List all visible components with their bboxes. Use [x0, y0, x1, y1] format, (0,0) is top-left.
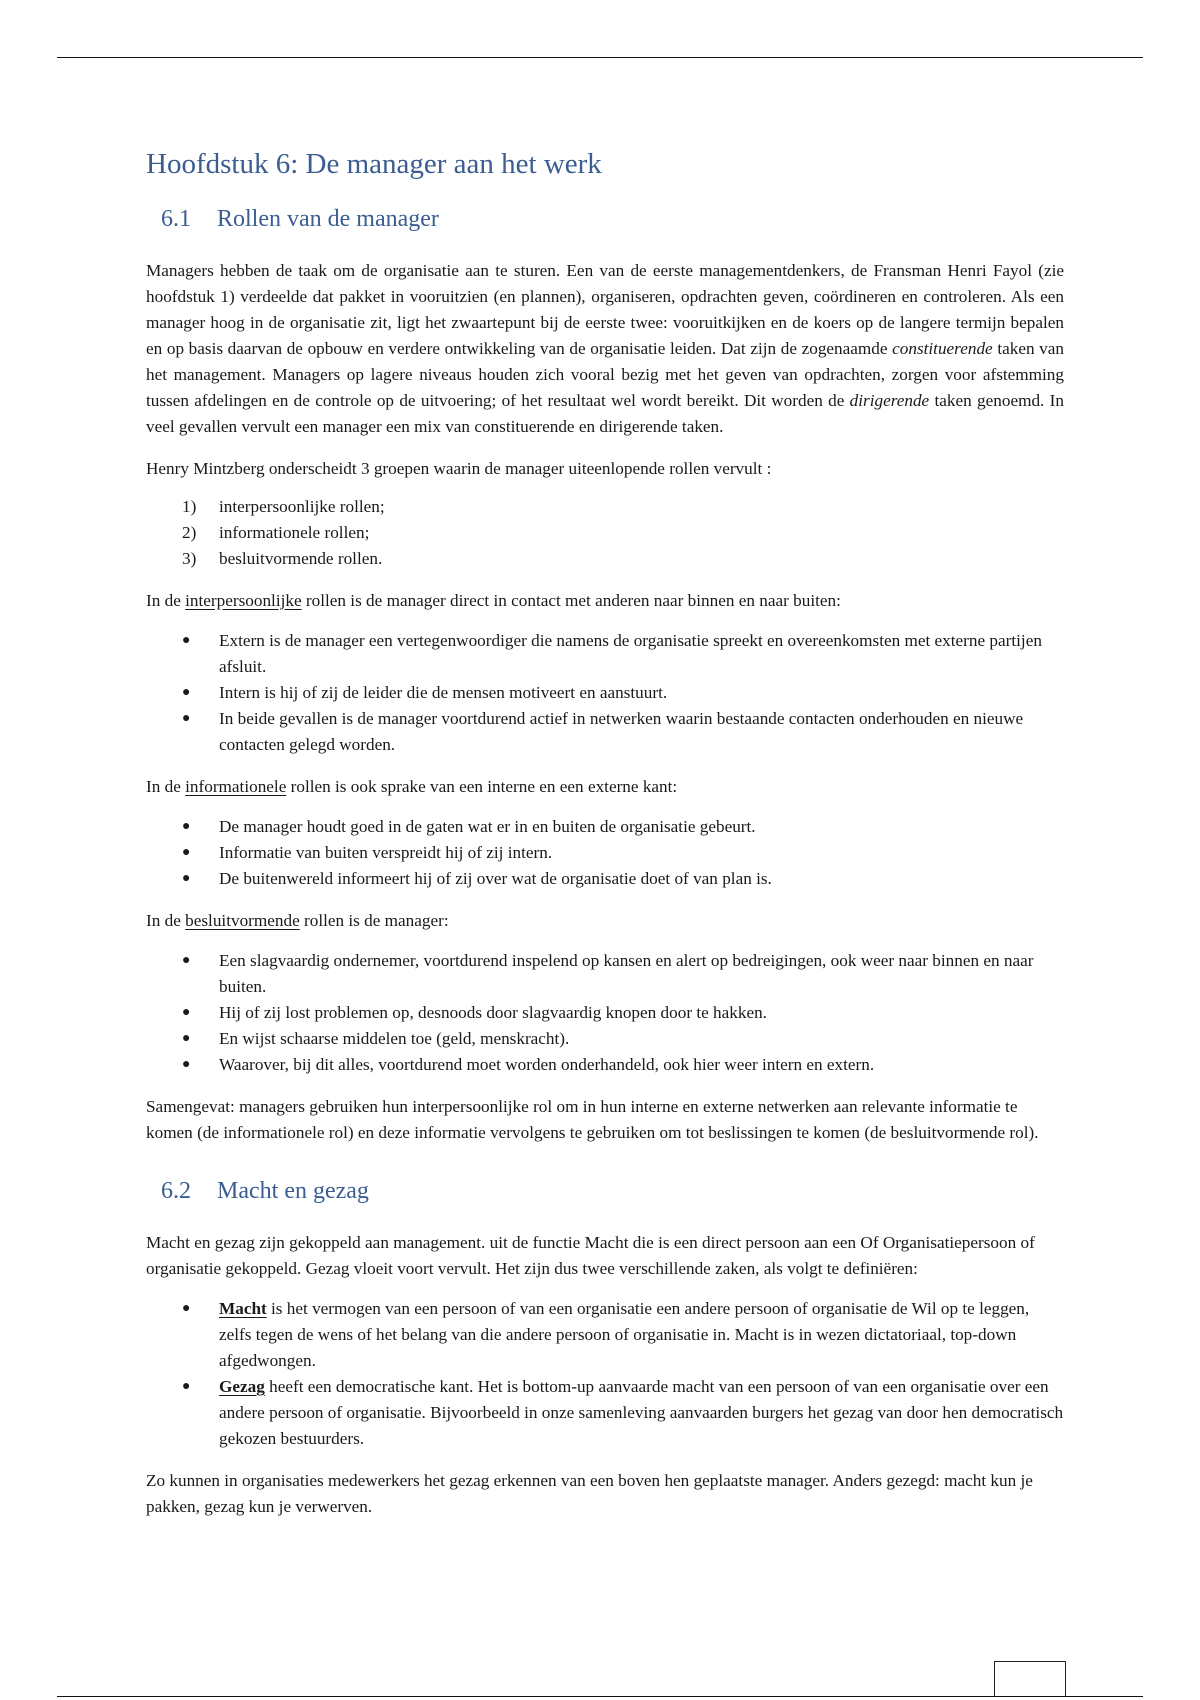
intro-text-3: taken genoemd. In veel gevallen vervult een manager een mix van constituerende en dirigerende taken.	[146, 391, 1064, 436]
list-item-text: In beide gevallen is de manager voortdurend actief in netwerken waarin bestaande contacten onderhouden en nieuwe contacten gelegd worden.	[219, 709, 1024, 754]
list-item	[182, 866, 1064, 892]
intro-paragraph	[146, 258, 1064, 440]
list-marker: 1)	[182, 497, 197, 516]
bullet-icon: ●	[182, 953, 191, 968]
list-item-text: Een slagvaardig ondernemer, voortdurend inspelend op kansen en alert op bedreigingen, ook weer naar binnen en naar buiten.	[219, 951, 1034, 996]
list-marker: 3)	[182, 549, 197, 568]
interpersonal-paragraph	[146, 588, 1064, 614]
underlined-term: interpersoonlijke	[185, 591, 302, 610]
chapter-title: Hoofdstuk 6: De manager aan het werk	[146, 148, 602, 180]
bullet-icon: ●	[182, 819, 191, 834]
intro-text-1: Managers hebben de taak om de organisatie aan te sturen. Een van de eerste managementdenkers, de Fransman Henri Fayol (zie hoofdstuk 1) verdeelde dat pakket in vooruitzien (en plannen), organiseren, opdrachten geven, coördineren en controleren. Als een manager hoog in de organisatie zit, ligt het zwaartepunt bij de eerste twee: vooruitkijken en de koers op de langere termijn bepalen en op basis daarvan de opbouw en verdere ontwikkeling van de organisatie leiden. Dat zijn de zogenaamde	[146, 261, 1064, 358]
list-item	[182, 1052, 1064, 1078]
bullet-icon: ●	[182, 1057, 191, 1072]
footer-rule	[57, 1696, 1143, 1697]
list-item	[182, 948, 1064, 1000]
list-item	[182, 546, 1064, 572]
underlined-term: informationele	[185, 777, 287, 796]
bullet-icon: ●	[182, 1005, 191, 1020]
list-item-text: informationele rollen;	[219, 523, 370, 542]
list-item	[182, 814, 1064, 840]
header-rule	[57, 57, 1143, 58]
informational-paragraph	[146, 774, 1064, 800]
closing-paragraph: Zo kunnen in organisaties medewerkers het gezag erkennen van een boven hen geplaatste manager. Anders gezegd: macht kun je pakken, gezag kun je verwerven.	[146, 1471, 1033, 1516]
bullet-icon: ●	[182, 685, 191, 700]
list-item	[182, 706, 1064, 758]
list-item	[182, 628, 1064, 680]
list-item	[182, 494, 1064, 520]
list-item-text: De buitenwereld informeert hij of zij over wat de organisatie doet of van plan is.	[219, 869, 772, 888]
summary-paragraph: Samengevat: managers gebruiken hun interpersoonlijke rol om in hun interne en externe netwerken aan relevante informatie te komen (de informationele rol) en deze informatie vervolgens te gebruiken om tot beslissingen te komen (de besluitvormende rol).	[146, 1097, 1039, 1142]
section-heading-6-2	[161, 1176, 1064, 1206]
list-item-text: En wijst schaarse middelen toe (geld, menskracht).	[219, 1029, 570, 1048]
list-item-text: Hij of zij lost problemen op, desnoods door slagvaardig knopen door te hakken.	[219, 1003, 767, 1022]
list-item-text: De manager houdt goed in de gaten wat er in en buiten de organisatie gebeurt.	[219, 817, 756, 836]
definition-text: is het vermogen van een persoon of van een organisatie een andere persoon of organisatie de Wil op te leggen, zelfs tegen de wens of het belang van die andere persoon of organisatie in. Macht is in wezen dictatoriaal, top-down afgedwongen.	[219, 1299, 1030, 1370]
intro-em-dirigerende: dirigerende	[849, 391, 930, 410]
list-item-text: besluitvormende rollen.	[219, 549, 383, 568]
paragraph-text: In de	[146, 591, 186, 610]
list-item	[182, 1000, 1064, 1026]
list-item-text: interpersoonlijke rollen;	[219, 497, 385, 516]
bullet-icon: ●	[182, 845, 191, 860]
list-item-text: Informatie van buiten verspreidt hij of zij intern.	[219, 843, 553, 862]
definition-text: heeft een democratische kant. Het is bottom-up aanvaarde macht van een persoon of van een organisatie over een andere persoon of organisatie. Bijvoorbeeld in onze samenleving aanvaarden burgers het gezag van door hen democratisch gekozen bestuurders.	[219, 1377, 1064, 1448]
paragraph-text: rollen is de manager:	[299, 911, 449, 930]
list-item	[182, 1026, 1064, 1052]
role-groups-list	[182, 494, 1064, 572]
bullet-icon: ●	[182, 871, 191, 886]
interpersonal-bullets	[182, 628, 1064, 758]
bullet-icon: ●	[182, 1379, 191, 1394]
section-number: 6.1	[161, 206, 191, 232]
list-item	[182, 840, 1064, 866]
section-heading-6-1	[161, 204, 1064, 234]
power-intro-paragraph: Macht en gezag zijn gekoppeld aan management. uit de functie Macht die is een direct persoon aan een Of Organisatiepersoon of organisatie gekoppeld. Gezag vloeit voort vervult. Het zijn dus twee verschillende zaken, als volgt te definiëren:	[146, 1233, 1035, 1278]
list-marker: 2)	[182, 523, 197, 542]
informational-bullets	[182, 814, 1064, 892]
definition-item	[182, 1296, 1064, 1374]
paragraph-text: rollen is de manager direct in contact met anderen naar binnen en naar buiten:	[301, 591, 841, 610]
intro-text-2: taken van het management. Managers op lagere niveaus houden zich vooral bezig met het geven van opdrachten, zorgen voor afstemming tussen afdelingen en de controle op de uitvoering; of het resultaat wel wordt bereikt. Dit worden de	[146, 339, 1064, 410]
section-title: Rollen van de manager	[217, 206, 439, 232]
section-title: Macht en gezag	[217, 1178, 369, 1204]
page-content	[146, 100, 1064, 1520]
section-number: 6.2	[161, 1178, 191, 1204]
decisional-bullets	[182, 948, 1064, 1078]
definition-term: Macht	[219, 1299, 267, 1318]
mintzberg-paragraph: Henry Mintzberg onderscheidt 3 groepen waarin de manager uiteenlopende rollen vervult :	[146, 459, 772, 478]
paragraph-text: In de	[146, 911, 186, 930]
decisional-paragraph	[146, 908, 1064, 934]
definition-item	[182, 1374, 1064, 1452]
definition-term: Gezag	[219, 1377, 265, 1396]
underlined-term: besluitvormende	[185, 911, 300, 930]
paragraph-text: In de	[146, 777, 186, 796]
list-item-text: Extern is de manager een vertegenwoordiger die namens de organisatie spreekt en overeenkomsten met externe partijen afsluit.	[219, 631, 1042, 676]
definitions-list	[182, 1296, 1064, 1452]
intro-em-constituerende: constituerende	[892, 339, 993, 358]
paragraph-text: rollen is ook sprake van een interne en een externe kant:	[286, 777, 678, 796]
bullet-icon: ●	[182, 711, 191, 726]
bullet-icon: ●	[182, 1301, 191, 1316]
page-number-box	[994, 1661, 1066, 1696]
list-item-text: Intern is hij of zij de leider die de mensen motiveert en aanstuurt.	[219, 683, 668, 702]
bullet-icon: ●	[182, 633, 191, 648]
list-item-text: Waarover, bij dit alles, voortdurend moet worden onderhandeld, ook hier weer intern en extern.	[219, 1055, 875, 1074]
list-item	[182, 680, 1064, 706]
list-item	[182, 520, 1064, 546]
bullet-icon: ●	[182, 1031, 191, 1046]
